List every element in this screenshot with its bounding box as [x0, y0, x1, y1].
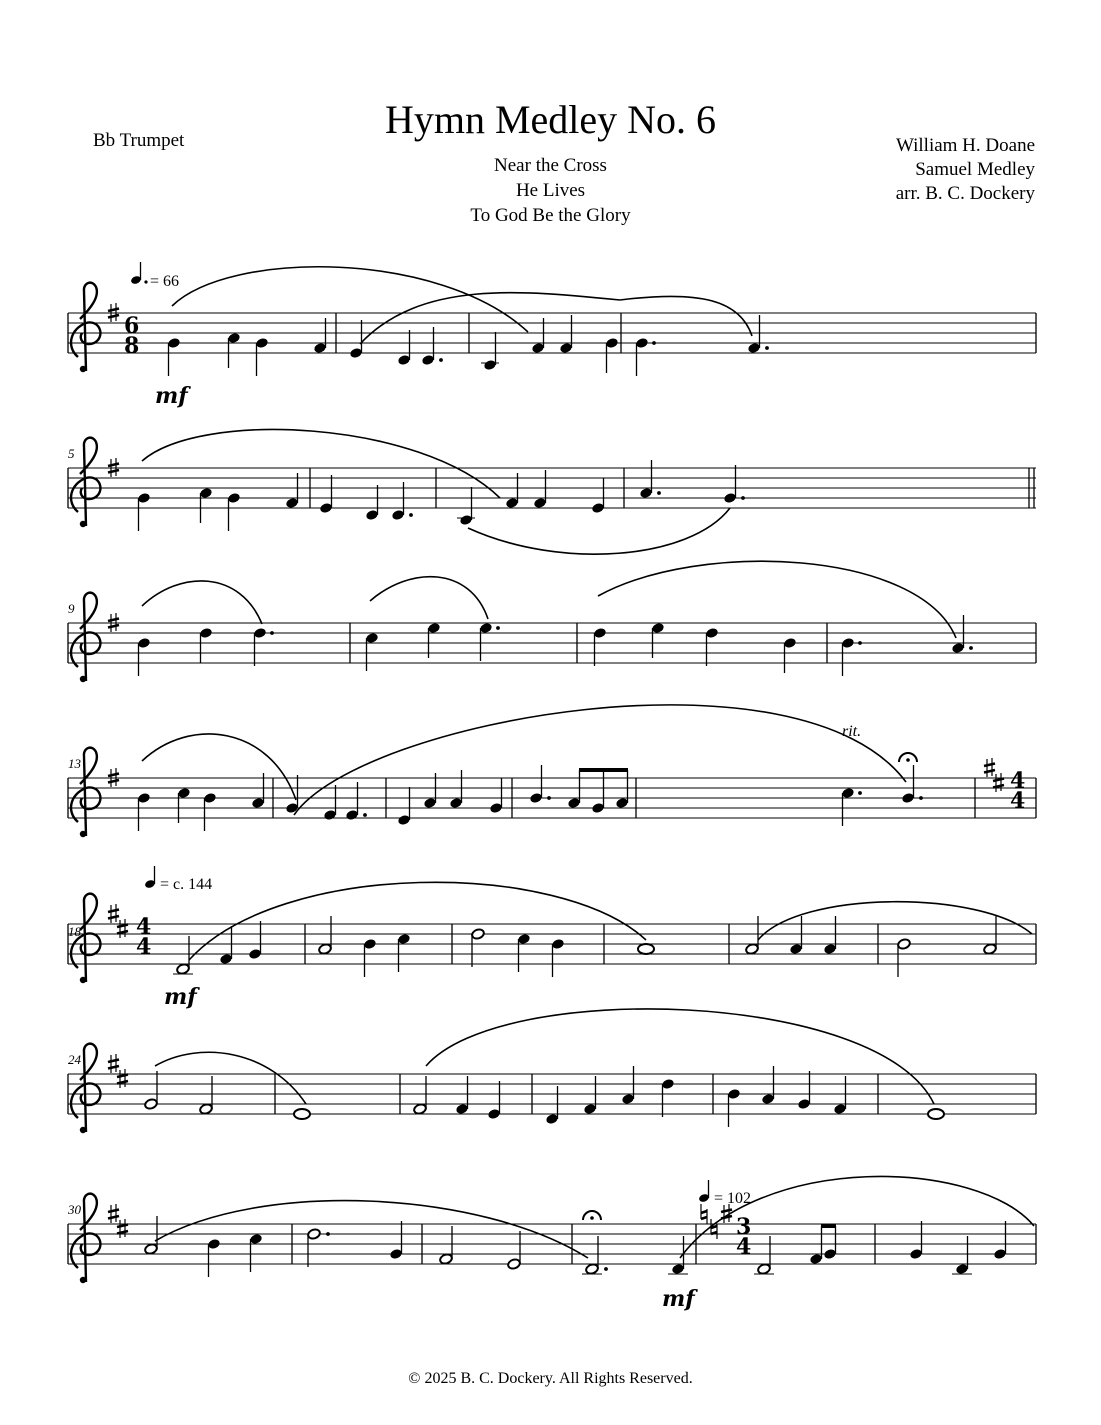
copyright-notice: © 2025 B. C. Dockery. All Rights Reserved. — [408, 1370, 693, 1387]
system-5 — [68, 866, 1036, 1010]
treble-clef-icon — [71, 283, 100, 373]
staff-lines — [68, 313, 1036, 353]
staff-lines — [68, 1074, 1036, 1114]
svg-text:= c. 144: = c. 144 — [160, 876, 213, 893]
time-signature-6-8-bottom: 8 — [124, 333, 140, 359]
instrument-name: Bb Trumpet — [93, 130, 185, 151]
tempo-mark-1 — [130, 262, 179, 290]
measure-number: 9 — [68, 601, 75, 616]
sharp-icon — [108, 1204, 119, 1223]
time-signature-3-4-top: 3 — [736, 1214, 752, 1240]
fermata-icon — [583, 1211, 601, 1220]
time-signature-4-4-top: 4 — [136, 914, 152, 940]
tempo-mark-3 — [698, 1180, 751, 1207]
staff-lines — [68, 623, 1036, 663]
measure-number: 13 — [68, 756, 81, 771]
svg-text:= 102: = 102 — [714, 1190, 752, 1207]
page-title: Hymn Medley No. 6 — [384, 97, 717, 142]
system-1 — [68, 262, 1036, 409]
measure-number: 18 — [68, 924, 81, 939]
system-6 — [68, 1009, 1036, 1133]
system-3 — [68, 561, 1036, 682]
svg-text:= 66: = 66 — [150, 273, 180, 290]
subtitle-near-the-cross: Near the Cross — [494, 155, 607, 176]
system-7 — [67, 1176, 1036, 1312]
arranger-credit: arr. B. C. Dockery — [895, 183, 1035, 204]
dynamic-mf: mf — [155, 383, 188, 409]
time-signature-3-4-bottom: 4 — [736, 1234, 752, 1260]
sharp-icon — [108, 904, 119, 923]
tempo-mark-2 — [144, 866, 212, 893]
lyricist-credit: Samuel Medley — [915, 159, 1035, 180]
ritardando-marking: rit. — [842, 723, 862, 740]
sharp-icon — [117, 1069, 128, 1088]
measure-number: 30 — [68, 1202, 81, 1217]
sharp-icon — [117, 1219, 128, 1238]
staff-lines — [68, 468, 1036, 508]
treble-clef-icon — [71, 593, 100, 683]
subtitle-he-lives: He Lives — [515, 180, 586, 201]
measure-number: 5 — [68, 446, 75, 461]
time-signature-6-8-top: 6 — [124, 313, 140, 339]
system-4 — [68, 705, 1036, 837]
sharp-icon — [108, 1054, 119, 1073]
time-signature-4-4-bottom: 4 — [1010, 788, 1026, 814]
measure-number: 24 — [68, 1052, 81, 1067]
dynamic-mf: mf — [662, 1286, 695, 1312]
treble-clef-icon — [71, 438, 100, 528]
system-2 — [68, 430, 1036, 555]
time-signature-4-4-bottom: 4 — [136, 934, 152, 960]
subtitle-to-god-be-the-glory: To God Be the Glory — [470, 205, 631, 226]
sharp-icon — [117, 919, 128, 938]
fermata-icon — [899, 753, 917, 762]
composer-credit: William H. Doane — [895, 135, 1035, 156]
time-signature-4-4-top: 4 — [1010, 768, 1026, 794]
dynamic-mf: mf — [164, 984, 197, 1010]
